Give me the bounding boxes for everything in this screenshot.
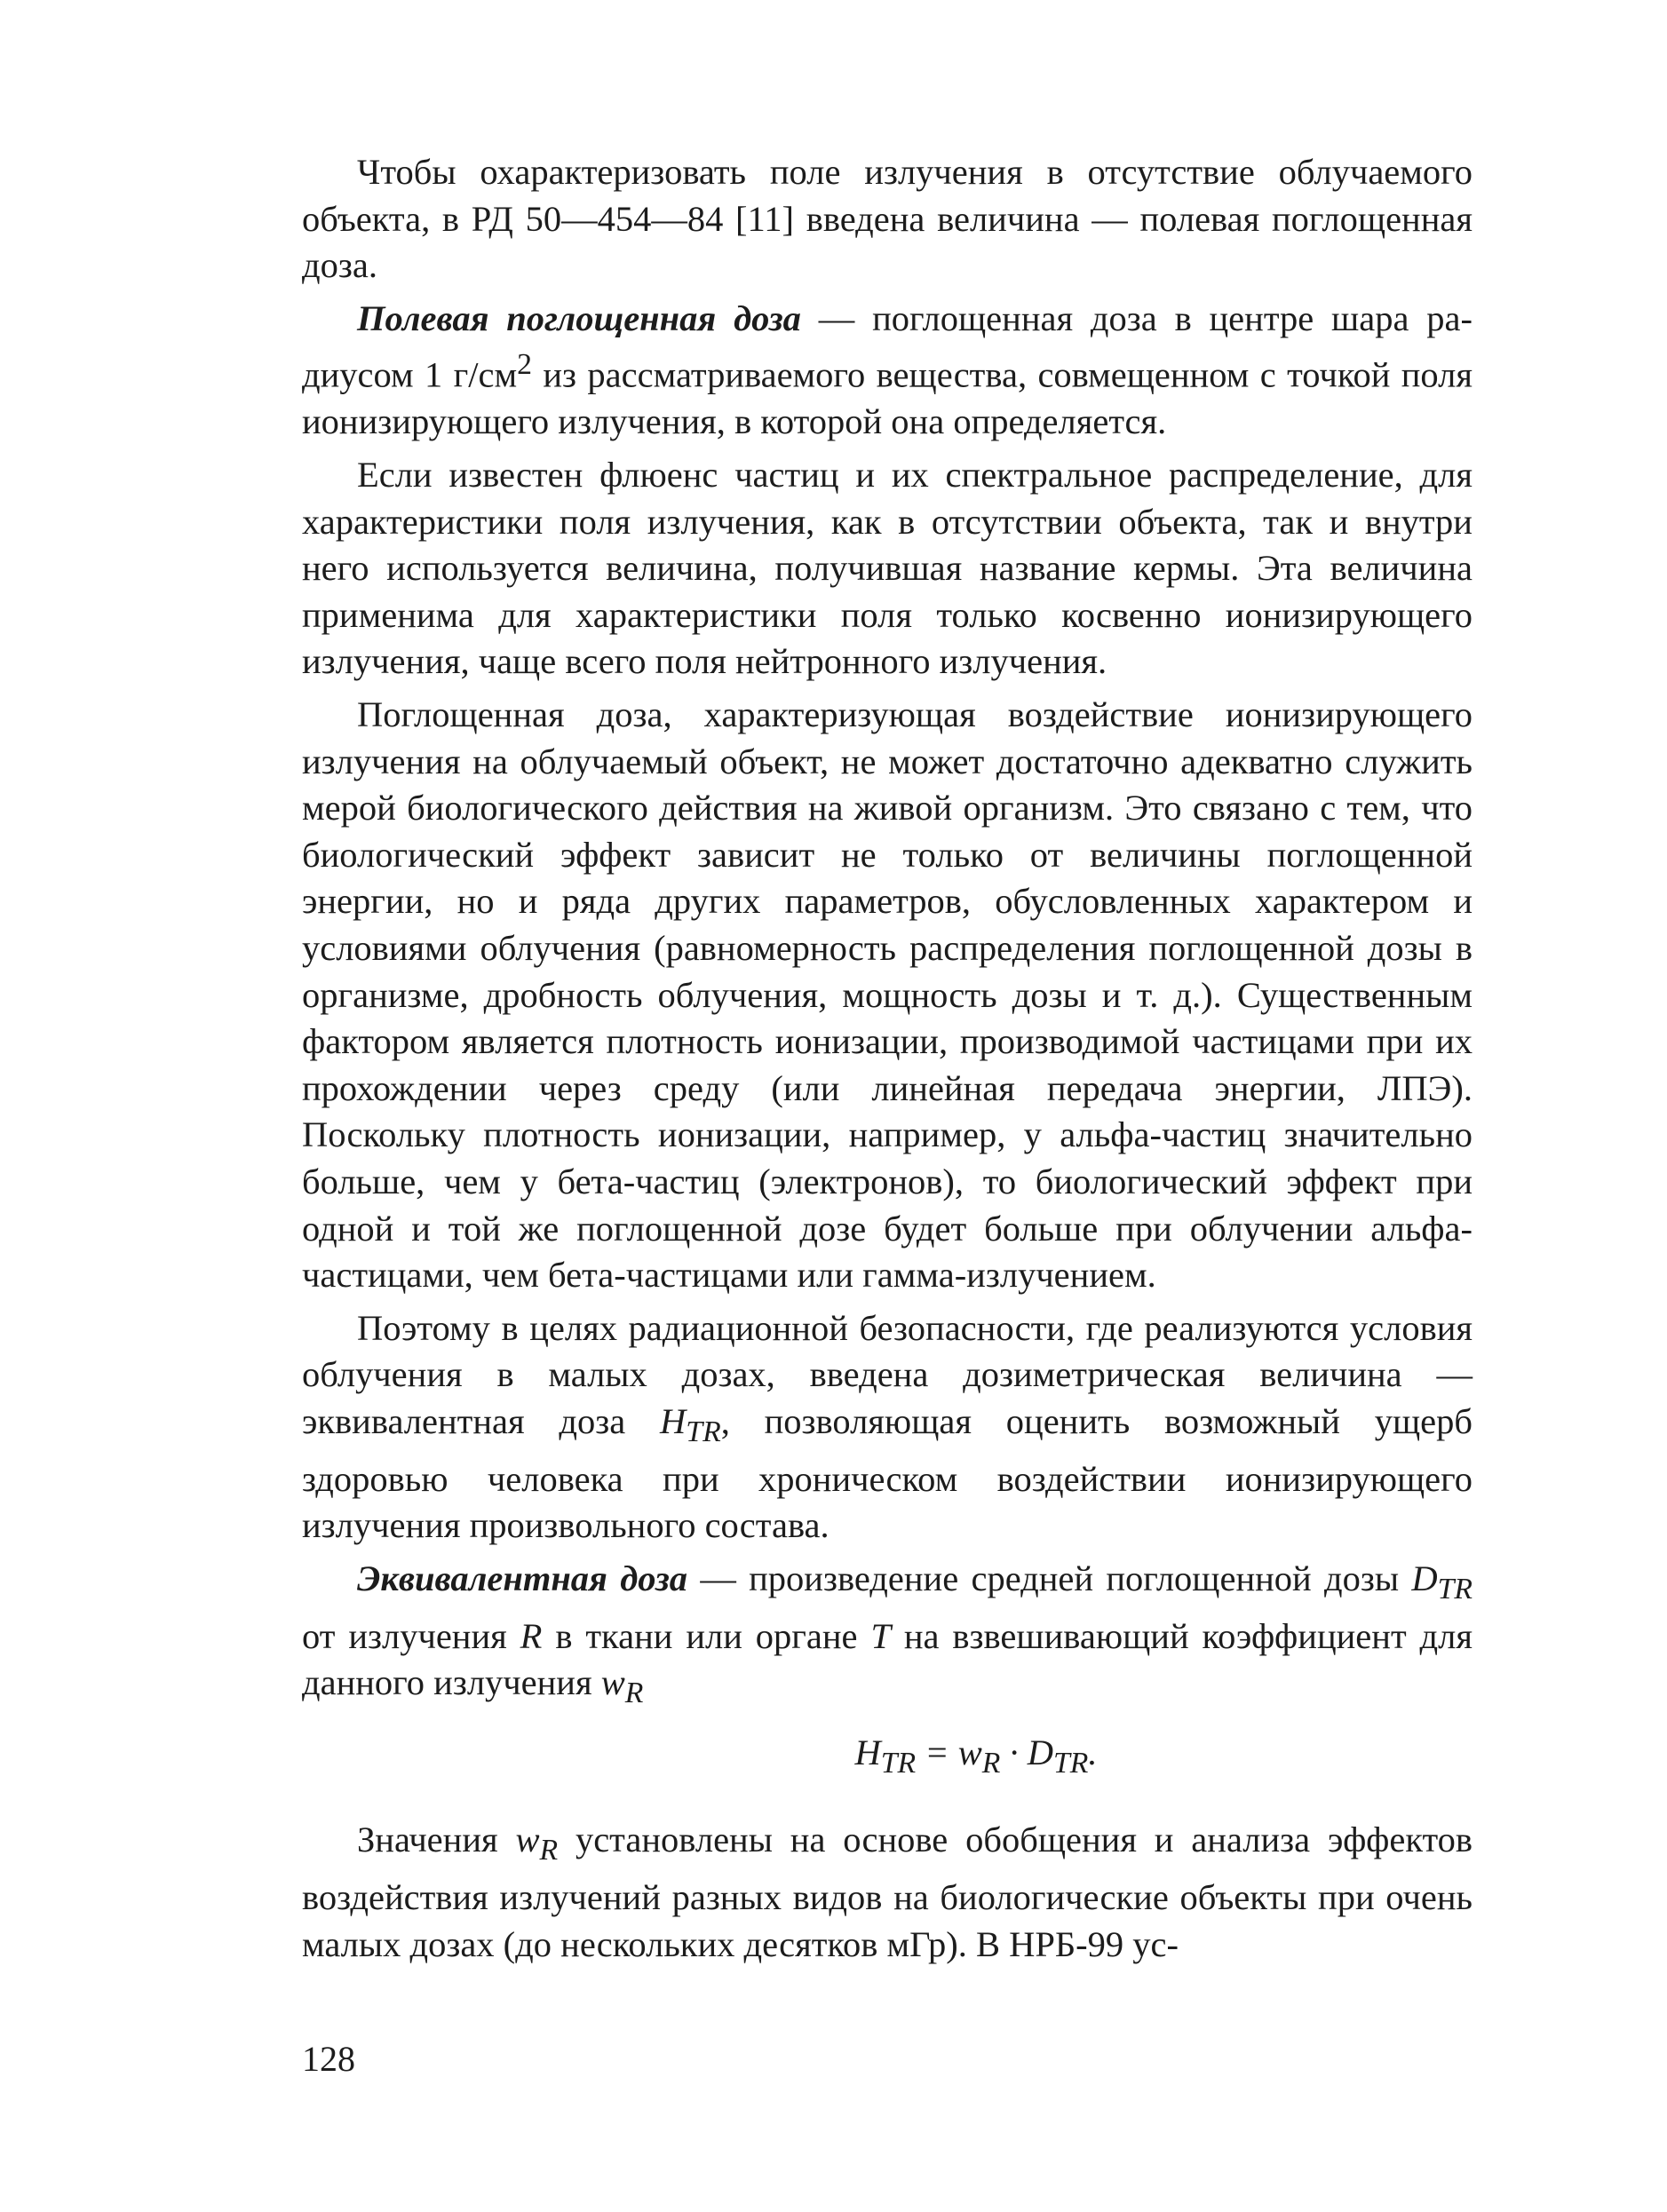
paragraph-text: Поглощенная доза, характеризующая воздействие ионизирующего излучения на облучаемый объект, не может достаточно адекватно служить мерой биологического действия на живой организм. Это связано с тем, что биологический эффект зависит не только от величины поглощенной энергии, но и ряда других параметров, обусловленных характером и условиями облучения (равномерность распределения поглощенной дозы в организме, дробность облучения, мощность дозы и т. д.). Существенным фактором является плотность ионизации, производимой частицами при их прохождении через среду (или линейная передача энергии, ЛПЭ). Поскольку плотность ионизации, например, у альфа-частиц значительно больше, чем у бета-частиц (электронов), то биологический эффект при одной и той же поглощенной дозе будет больше при облучении альфа-частицами, чем бета-частицами или гамма-излучением. (302, 694, 1473, 1296)
equivalent-dose-formula (302, 1730, 1473, 1788)
defined-term: Эквивалентная доза (357, 1558, 688, 1598)
formula-equals: = (916, 1732, 958, 1772)
paragraph-text: , позволяющая оценить возможный ущерб здоровью человека при хроническом воздействии ионизирующего излучения произвольного состава. (302, 1400, 1473, 1546)
paragraph-field-dose-definition (302, 296, 1473, 446)
paragraph-text: Поэтому в целях радиационной безопасности, где реализуются условия облучения в малых дозах, введена дозиметрическая величина — эквивалентная доза (302, 1307, 1473, 1441)
paragraph-text: Чтобы охарактеризовать поле излучения в отсутствие облучаемого объекта, в РД 50—454—84 [11] введена величина — полевая поглощенная доза. (302, 152, 1473, 286)
math-symbol: D (1411, 1558, 1438, 1598)
paragraph-text: — поглощенная доза в центре шара радиусом 1 г/см (302, 297, 1473, 395)
superscript: 2 (517, 348, 532, 382)
formula-dot: · (1000, 1732, 1028, 1772)
math-symbol: w (600, 1662, 625, 1703)
paragraph-absorbed-dose (302, 692, 1473, 1299)
paragraph-text: установлены на основе обобщения и анализа эффектов воздействия излучений разных видов на биологические объекты при очень малых дозах (до нескольких десятков мГр). В НРБ-99 ус- (302, 1820, 1473, 1964)
paragraph-text: из рассматриваемого вещества, совмещенном с точкой поля ионизирующего излучения, в которой она определяется. (302, 354, 1473, 442)
paragraph-text: Значения (357, 1820, 516, 1860)
math-subscript: TR (686, 1415, 721, 1449)
paragraph-text: от излучения (302, 1615, 520, 1656)
formula-lhs-subscript: TR (880, 1746, 917, 1780)
math-symbol: w (515, 1820, 540, 1860)
paragraph-equivalent-dose-definition (302, 1556, 1473, 1717)
formula-weight-subscript: R (981, 1746, 1001, 1780)
math-symbol: T (870, 1615, 891, 1656)
math-symbol: R (520, 1615, 543, 1656)
math-subscript: R (539, 1834, 559, 1867)
paragraph-weighting-factors (302, 1817, 1473, 1968)
formula-period: . (1088, 1732, 1098, 1772)
page-number: 128 (302, 2039, 355, 2079)
paragraph-text: в ткани или органе (542, 1615, 871, 1656)
paragraph-equivalent-dose-intro (302, 1305, 1473, 1550)
formula-dose-subscript: TR (1052, 1746, 1089, 1780)
math-symbol: H (660, 1400, 687, 1441)
formula-weight: w (957, 1732, 982, 1772)
defined-term: Полевая поглощенная доза (357, 297, 801, 338)
paragraph-text: на взвешивающий коэффициент для данного излучения (302, 1615, 1473, 1703)
paragraph-text: — произведение средней поглощенной дозы (687, 1558, 1412, 1598)
math-subscript: R (624, 1677, 644, 1710)
paragraph-intro (302, 149, 1473, 289)
document-page (302, 149, 1473, 1974)
formula-dose: D (1027, 1732, 1053, 1772)
math-subscript: TR (1437, 1572, 1473, 1605)
paragraph-kerma (302, 452, 1473, 686)
formula-lhs: H (854, 1732, 881, 1772)
paragraph-text: Если известен флюенс частиц и их спектральное распределение, для характеристики поля излучения, как в отсутствии объекта, так и внутри него используется величина, получившая название кермы. Эта величина применима для характеристики поля только косвенно ионизирующего излучения, чаще всего поля нейтронного излучения. (302, 455, 1473, 682)
